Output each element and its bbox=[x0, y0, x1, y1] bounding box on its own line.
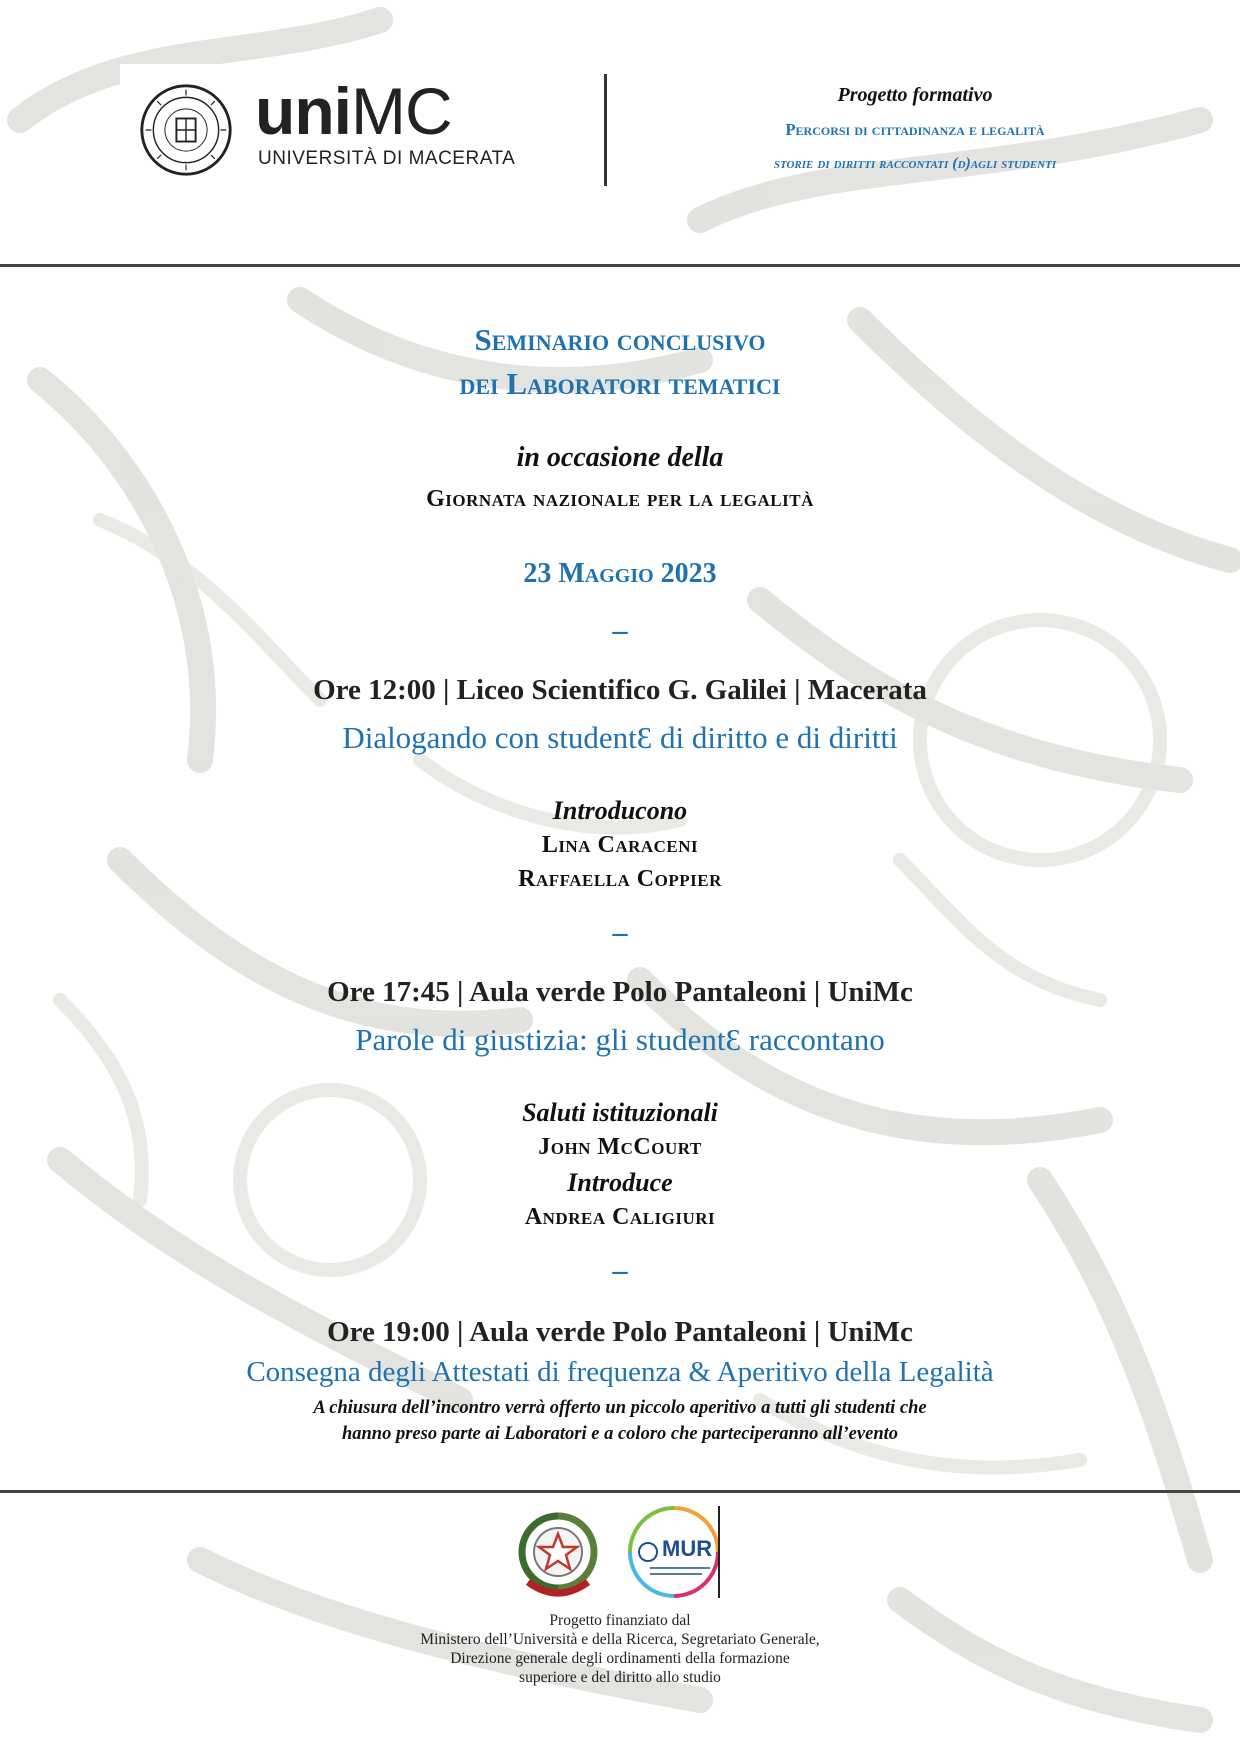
session-2-role-1: Saluti istituzionali bbox=[522, 1098, 718, 1127]
logo-wordmark: uniMC bbox=[255, 74, 452, 148]
event-date: 23 Maggio 2023 bbox=[523, 558, 717, 589]
logo-subtitle: UNIVERSITÀ DI MACERATA bbox=[258, 148, 516, 169]
footer-divider bbox=[718, 1506, 720, 1598]
session-1-time-place: Ore 12:00 | Liceo Scientifico G. Galilei | Macerata bbox=[313, 674, 927, 706]
bottom-rule bbox=[0, 1490, 1240, 1493]
occasion-label: in occasione della bbox=[516, 442, 724, 473]
session-3-title: Consegna degli Attestati di frequenza & Aperitivo della Legalità bbox=[246, 1356, 994, 1388]
session-2-role-2: Introduce bbox=[567, 1168, 673, 1197]
mur-label: MUR bbox=[662, 1536, 713, 1561]
occasion-event: Giornata nazionale per la legalità bbox=[426, 486, 814, 512]
unimc-logo bbox=[120, 64, 540, 194]
funding-line-2: Ministero dell’Università e della Ricerca, Segretariato Generale, bbox=[420, 1631, 820, 1648]
seminar-title-line-2: dei Laboratori tematici bbox=[459, 366, 781, 401]
session-1-speaker-2: Raffaella Coppier bbox=[518, 866, 722, 892]
session-2-speaker-1: John McCourt bbox=[538, 1134, 702, 1160]
session-1-title: Dialogando con studentƐ di diritto e di diritti bbox=[342, 720, 898, 755]
project-label: Progetto formativo bbox=[837, 84, 993, 106]
session-1-speaker-1: Lina Caraceni bbox=[541, 832, 699, 858]
funding-line-1: Progetto finanziato dal bbox=[549, 1612, 691, 1629]
session-3-note-1: A chiusura dell’incontro verrà offerto un piccolo aperitivo a tutti gli studenti che bbox=[313, 1398, 927, 1418]
separator: – bbox=[612, 916, 628, 949]
header-divider bbox=[604, 74, 607, 186]
italian-republic-emblem-icon bbox=[516, 1512, 600, 1604]
session-2-title: Parole di giustizia: gli studentƐ raccontano bbox=[355, 1022, 885, 1057]
university-seal-icon bbox=[138, 82, 234, 178]
funding-line-3: Direzione generale degli ordinamenti della formazione bbox=[450, 1650, 790, 1667]
seminar-title-line-1: Seminario conclusivo bbox=[474, 322, 766, 357]
funding-line-4: superiore e del diritto allo studio bbox=[519, 1669, 721, 1686]
session-3-note-2: hanno preso parte ai Laboratori e a coloro che parteciperanno all’evento bbox=[341, 1424, 898, 1444]
project-line-2: storie di diritti raccontati (d)agli studenti bbox=[773, 155, 1057, 172]
separator: – bbox=[612, 614, 628, 647]
project-line-1: Percorsi di cittadinanza e legalità bbox=[785, 120, 1045, 139]
session-3-time-place: Ore 19:00 | Aula verde Polo Pantaleoni | UniMc bbox=[327, 1316, 913, 1348]
separator: – bbox=[612, 1254, 628, 1287]
session-2-time-place: Ore 17:45 | Aula verde Polo Pantaleoni | UniMc bbox=[327, 976, 913, 1008]
top-rule bbox=[0, 264, 1240, 267]
session-2-speaker-2: Andrea Caligiuri bbox=[524, 1204, 716, 1230]
session-1-role: Introducono bbox=[552, 796, 688, 825]
